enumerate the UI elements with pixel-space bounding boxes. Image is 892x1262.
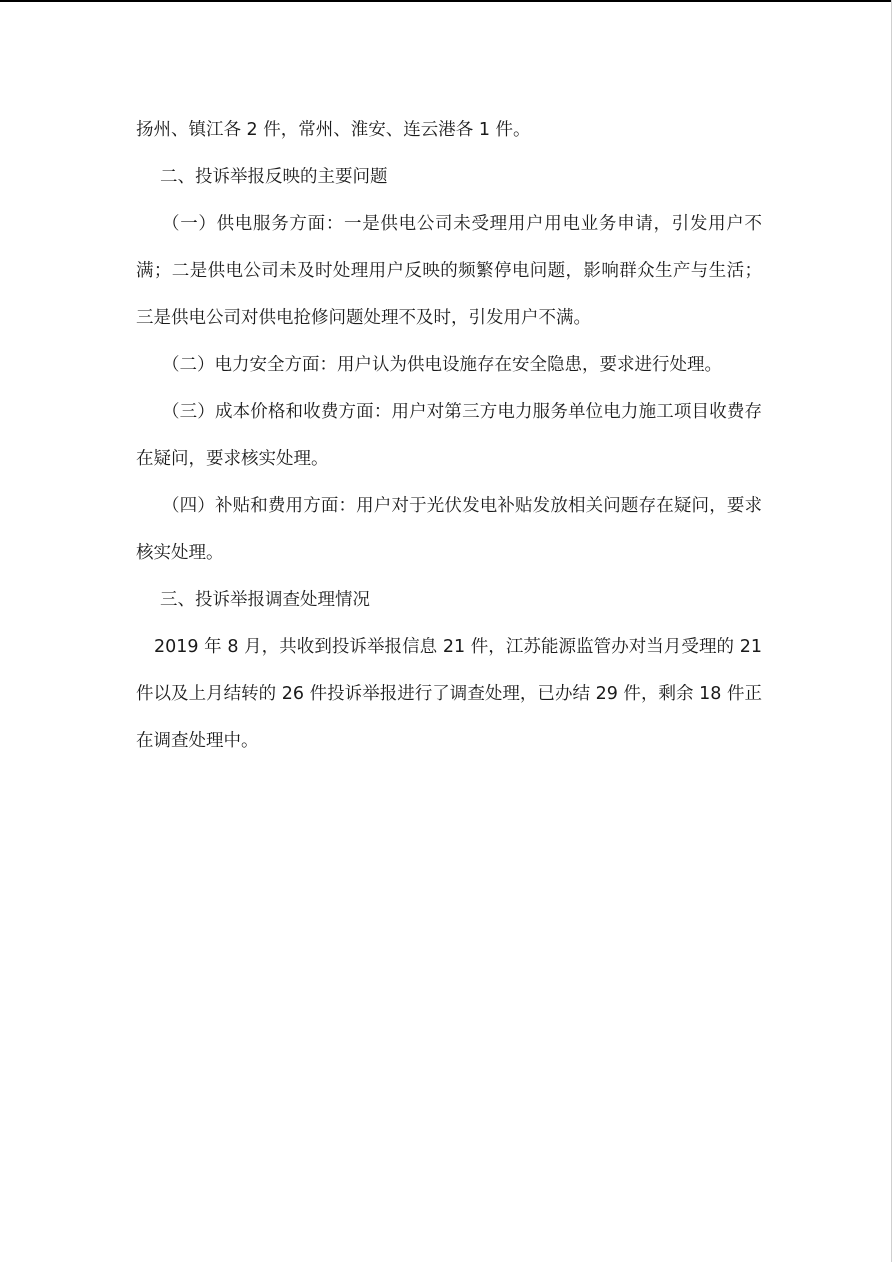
section-heading-handling: 三、投诉举报调查处理情况 bbox=[160, 590, 370, 610]
paragraph-city-counts: 扬州、镇江各 2 件，常州、淮安、连云港各 1 件。 bbox=[136, 120, 531, 140]
paragraph-power-service: （一）供电服务方面：一是供电公司未受理用户用电业务申请，引发用户不满；二是供电公司未及时处理用户反映的频繁停电问题，影响群众生产与生活；三是供电公司对供电抢修问题处理不及时，引发用户不满。 bbox=[136, 214, 762, 328]
paragraph-cost-pricing: （三）成本价格和收费方面：用户对第三方电力服务单位电力施工项目收费存在疑问，要求核实处理。 bbox=[136, 402, 762, 469]
paragraph-power-safety: （二）电力安全方面：用户认为供电设施存在安全隐患，要求进行处理。 bbox=[162, 355, 722, 375]
paragraph-subsidy-fees: （四）补贴和费用方面：用户对于光伏发电补贴发放相关问题存在疑问，要求核实处理。 bbox=[136, 496, 762, 563]
section-heading-main-issues: 二、投诉举报反映的主要问题 bbox=[160, 167, 388, 187]
document-body bbox=[136, 107, 762, 765]
paragraph-handling-summary: 2019 年 8 月，共收到投诉举报信息 21 件，江苏能源监管办对当月受理的 21 件以及上月结转的 26 件投诉举报进行了调查处理，已办结 29 件，剩余 18 件正在调查处理中。 bbox=[136, 637, 762, 751]
top-border-line bbox=[0, 0, 892, 2]
